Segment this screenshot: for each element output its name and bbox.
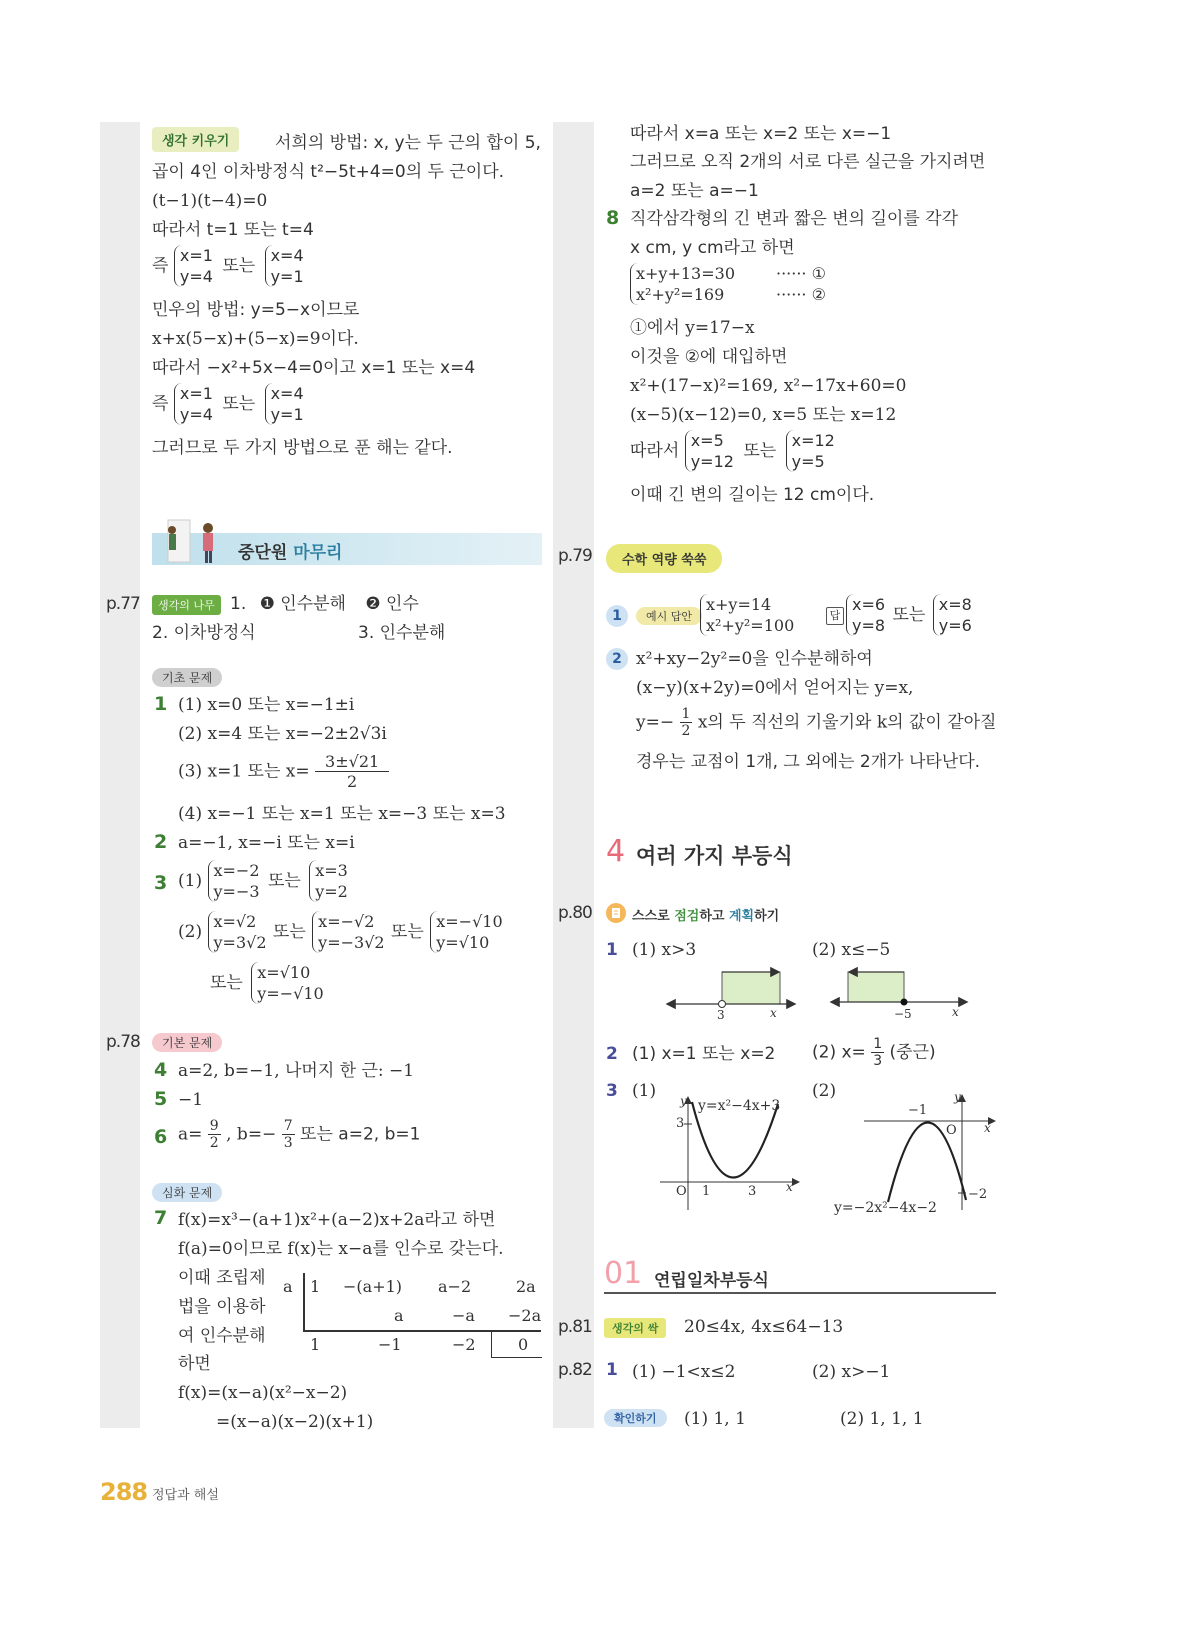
sys-eq: y=−√10 xyxy=(257,984,324,1003)
q1-part1: (1) x=0 또는 x=−1±i xyxy=(178,695,355,715)
q8-line7 xyxy=(630,430,835,472)
p80-q1-part2: (2) x≤−5 xyxy=(812,940,891,960)
synth-cell: −(a+1) xyxy=(343,1277,403,1296)
synth-cell: 0 xyxy=(518,1335,529,1354)
think-line-2: 곱이 4인 이차방정식 t²−5t+4=0의 두 근이다. xyxy=(152,162,505,182)
answer-mark-icon: 답 xyxy=(826,607,844,625)
p82-q1-part1: (1) −1<x≤2 xyxy=(632,1362,736,1382)
synthetic-division xyxy=(278,1273,548,1363)
think-line-5: 민우의 방법: y=5−x이므로 xyxy=(152,300,360,320)
g2-y-label: y xyxy=(954,1090,961,1104)
frac-den: 2 xyxy=(681,723,691,739)
q7-side-1: 이때 조립제 xyxy=(178,1268,266,1288)
q8-line6: (x−5)(x−12)=0, x=5 또는 x=12 xyxy=(630,405,897,425)
chapter-number: 4 xyxy=(606,834,626,869)
q8-line8: 이때 긴 변의 길이는 12 cm이다. xyxy=(630,485,875,505)
sys-eq: y=12 xyxy=(690,452,734,471)
self-check-label xyxy=(632,905,779,924)
sys-eq: x²+y²=100 xyxy=(706,616,795,635)
sys-prefix: 따라서 xyxy=(630,441,680,461)
synth-root: a xyxy=(283,1277,293,1296)
frac-num: 7 xyxy=(283,1118,293,1134)
sys-eq: y=4 xyxy=(179,405,213,424)
right-margin-strip xyxy=(553,122,594,1428)
sys-eq: x²+y²=169 xyxy=(636,285,725,304)
nl2-tick: −5 xyxy=(894,1007,912,1021)
p77-item3: 3. 인수분해 xyxy=(358,623,446,643)
g1-x-label: x xyxy=(786,1180,793,1194)
p77-item1-b: ❷ 인수 xyxy=(365,594,419,614)
p80-q1-part1: (1) x>3 xyxy=(632,940,697,960)
q6-a: a= xyxy=(178,1124,203,1145)
label-part: 하기 xyxy=(754,909,780,924)
sys-eq: y=5 xyxy=(791,452,825,471)
p79-a1-answer xyxy=(846,594,972,636)
sys-eq: x=8 xyxy=(938,595,972,614)
q1-part3-text: (3) x=1 또는 x= xyxy=(178,761,310,782)
sys-eq: x=√10 xyxy=(257,963,311,982)
q3-number: 3 xyxy=(154,872,168,894)
frac-num: 1 xyxy=(681,706,691,722)
think-system-1 xyxy=(152,245,304,287)
think-system-2 xyxy=(152,383,304,425)
section-title-part2: 마무리 xyxy=(293,543,343,563)
p77-item2: 2. 이차방정식 xyxy=(152,623,256,643)
label-part: 하고 xyxy=(699,909,729,924)
a2-l3-pre: y=− xyxy=(636,712,675,733)
section-number: 01 xyxy=(604,1256,643,1291)
p80-q3-part2: (2) xyxy=(812,1081,837,1101)
nl1-axis: x xyxy=(770,1006,777,1020)
page-ref-p82: p.82 xyxy=(558,1360,592,1380)
synth-cell: −2a xyxy=(508,1306,542,1325)
q6-number: 6 xyxy=(154,1126,168,1148)
section-title-part1: 중단원 xyxy=(238,543,288,563)
page-ref-p79: p.79 xyxy=(558,546,592,566)
q5-text: −1 xyxy=(178,1090,204,1110)
sys-mid: 또는 xyxy=(743,441,777,461)
sys-mid: 또는 xyxy=(210,973,243,993)
sys-eq: x=6 xyxy=(852,595,886,614)
q1-part2: (2) x=4 또는 x=−2±2√3i xyxy=(178,724,387,744)
sys-mid: 또는 xyxy=(892,605,926,625)
q7-factor-2: =(x−a)(x−2)(x+1) xyxy=(216,1412,374,1432)
sys-mid: 또는 xyxy=(222,256,256,276)
confirm-badge: 확인하기 xyxy=(604,1409,667,1427)
sys-eq: y=6 xyxy=(938,616,972,635)
q4-text: a=2, b=−1, 나머지 한 근: −1 xyxy=(178,1061,415,1081)
q6-b: , b=− xyxy=(226,1124,277,1145)
closed-point xyxy=(901,999,908,1006)
page-number: 288 xyxy=(100,1478,148,1506)
cont-line-1: 따라서 x=a 또는 x=2 또는 x=−1 xyxy=(630,124,892,144)
think-line-3: (t−1)(t−4)=0 xyxy=(152,191,268,211)
math-competency-badge: 수학 역량 쑥쑥 xyxy=(606,544,722,573)
q7-line2: f(a)=0이므로 f(x)는 x−a를 인수로 갖는다. xyxy=(178,1239,504,1259)
solution-region xyxy=(848,972,904,1002)
q7-number: 7 xyxy=(154,1207,168,1229)
sys-mid: 또는 xyxy=(222,394,256,414)
p80-q1-number: 1 xyxy=(606,940,618,960)
p77-item1-a: ❶ 인수분해 xyxy=(259,594,346,614)
q3-part1 xyxy=(178,860,348,902)
g1-equation: y=x²−4x+3 xyxy=(698,1098,781,1114)
think-line-7: 따라서 −x²+5x−4=0이고 x=1 또는 x=4 xyxy=(152,358,476,378)
q8-line3: ①에서 y=17−x xyxy=(630,318,755,338)
sys-eq: y=2 xyxy=(315,882,348,901)
q8-line4: 이것을 ②에 대입하면 xyxy=(630,347,788,367)
nl2-axis: x xyxy=(952,1005,959,1019)
sys-eq: x=4 xyxy=(270,384,304,403)
sys-eq: x=1 xyxy=(179,246,213,265)
teacher-illustration-icon xyxy=(160,518,224,568)
sprout-badge: 생각의 싹 xyxy=(604,1318,666,1338)
g2-tick-neg1: −1 xyxy=(908,1103,928,1118)
p82-q1-number: 1 xyxy=(606,1360,618,1380)
q4-number: 4 xyxy=(154,1059,168,1081)
q6-tail: 또는 a=2, b=1 xyxy=(300,1124,421,1145)
q7-side-2: 법을 이용하 xyxy=(178,1297,266,1317)
synth-cell: 1 xyxy=(310,1277,321,1296)
q3-part2 xyxy=(178,911,503,953)
frac-num: 1 xyxy=(873,1036,883,1052)
p79-a1-system xyxy=(700,594,794,636)
g2-equation: y=−2x²−4x−2 xyxy=(834,1200,937,1216)
p80-q2-part1: (1) x=1 또는 x=2 xyxy=(632,1044,776,1064)
label-part: 스스로 xyxy=(632,909,675,924)
sys-eq: y=3√2 xyxy=(213,933,267,952)
sys-tag: ······ ① xyxy=(776,264,826,283)
page-ref-p80: p.80 xyxy=(558,903,592,923)
synth-cell: 2a xyxy=(516,1277,536,1296)
sys-prefix: 즉 xyxy=(152,394,169,414)
sys-eq: y=−3√2 xyxy=(318,933,385,952)
q2-number: 2 xyxy=(154,831,168,853)
think-line-1: 서희의 방법: x, y는 두 근의 합이 5, xyxy=(275,133,541,153)
open-point xyxy=(719,1001,726,1008)
synth-cell: −a xyxy=(452,1306,475,1325)
sys-eq: x=4 xyxy=(270,246,304,265)
p79-a2-line2: (x−y)(x+2y)=0에서 얻어지는 y=x, xyxy=(636,678,914,698)
sys-eq: x=3 xyxy=(315,861,348,880)
section-title xyxy=(238,538,342,563)
solution-region xyxy=(722,972,780,1004)
g1-y-intercept: 3 xyxy=(676,1116,685,1131)
standard-problems-badge: 기본 문제 xyxy=(152,1033,222,1052)
q2-text: a=−1, x=−i 또는 x=i xyxy=(178,833,355,853)
g1-y-label: y xyxy=(680,1094,687,1108)
p79-a1-number: 1 xyxy=(606,605,628,627)
synth-cell: −2 xyxy=(452,1335,476,1354)
q8-line5: x²+(17−x)²=169, x²−17x+60=0 xyxy=(630,376,907,396)
label-part: 계획 xyxy=(728,909,755,924)
p80-q2-part2 xyxy=(812,1036,936,1069)
frac-den: 2 xyxy=(347,772,358,791)
p82-check-2: (2) 1, 1, 1 xyxy=(840,1409,924,1429)
synth-cell: a xyxy=(394,1306,404,1325)
p79-a2-line4: 경우는 교점이 1개, 그 외에는 2개가 나타난다. xyxy=(636,752,981,772)
frac-den: 3 xyxy=(283,1135,293,1151)
sys-eq: x=−2 xyxy=(213,861,260,880)
q8-line2: x cm, y cm라고 하면 xyxy=(630,238,795,258)
g1-tick-1: 1 xyxy=(702,1184,711,1199)
frac-num: 9 xyxy=(209,1118,219,1134)
sys-eq: x=−√10 xyxy=(436,912,503,931)
q1-part3 xyxy=(178,752,389,791)
left-margin-strip xyxy=(100,122,140,1428)
sys-eq: y=√10 xyxy=(436,933,490,952)
think-line-6: x+x(5−x)+(5−x)=9이다. xyxy=(152,329,359,349)
synth-cell: 1 xyxy=(310,1335,321,1354)
sys-mid: 또는 xyxy=(272,922,306,942)
page-ref-p77: p.77 xyxy=(106,594,140,614)
g2-y-neg2: −2 xyxy=(968,1187,988,1202)
q3-part3 xyxy=(210,962,324,1004)
frac-den: 2 xyxy=(209,1135,219,1151)
a2-l3-post: x의 두 직선의 기울기와 k의 값이 같아질 xyxy=(697,712,997,733)
sys-eq: x=1 xyxy=(179,384,213,403)
q7-side-4: 하면 xyxy=(178,1354,211,1374)
p81-text: 20≤4x, 4x≤64−13 xyxy=(684,1317,844,1337)
g1-tick-3: 3 xyxy=(748,1184,757,1199)
p79-a2-number: 2 xyxy=(606,648,628,670)
q1-number: 1 xyxy=(154,693,168,715)
sys-eq: x+y=14 xyxy=(706,595,772,614)
sys-eq: y=8 xyxy=(852,616,886,635)
sys-eq: y=−3 xyxy=(213,882,260,901)
cont-line-2: 그러므로 오직 2개의 서로 다른 실근을 가지려면 xyxy=(630,152,986,172)
label-part: 점검 xyxy=(674,909,700,924)
p80-q3-part1: (1) xyxy=(632,1081,657,1101)
page-ref-p78: p.78 xyxy=(106,1032,140,1052)
nl1-tick: 3 xyxy=(717,1008,725,1022)
thought-tree-badge: 생각의 나무 xyxy=(152,595,221,615)
think-more-badge: 생각 키우기 xyxy=(152,127,239,152)
footer-label: 정답과 해설 xyxy=(152,1488,219,1503)
think-line-4: 따라서 t=1 또는 t=4 xyxy=(152,220,314,240)
q7-line1: f(x)=x³−(a+1)x²+(a−2)x+2a라고 하면 xyxy=(178,1210,496,1230)
q7-side-3: 여 인수분해 xyxy=(178,1326,266,1346)
chapter-title: 여러 가지 부등식 xyxy=(636,844,793,868)
g1-origin: O xyxy=(676,1184,687,1199)
g2-x-label: x xyxy=(984,1121,991,1135)
frac-den: 3 xyxy=(873,1053,883,1069)
p79-a2-line1: x²+xy−2y²=0을 인수분해하여 xyxy=(636,649,873,669)
synth-cell: −1 xyxy=(378,1335,402,1354)
sys-eq: y=4 xyxy=(179,267,213,286)
q2-p2-pre: (2) x= xyxy=(812,1042,866,1063)
section-title-01: 연립일차부등식 xyxy=(654,1271,769,1291)
p82-check-1: (1) 1, 1 xyxy=(684,1409,746,1429)
synth-cell: a−2 xyxy=(438,1277,472,1296)
q3-p1-label: (1) xyxy=(178,871,203,891)
self-check-icon xyxy=(606,903,626,923)
sys-eq: y=1 xyxy=(270,267,304,286)
sys-eq: y=1 xyxy=(270,405,304,424)
p80-q2-number: 2 xyxy=(606,1044,618,1064)
p77-item1-num: 1. xyxy=(230,594,247,614)
sys-prefix: 즉 xyxy=(152,256,169,276)
sys-eq: x=√2 xyxy=(213,912,257,931)
cont-line-3: a=2 또는 a=−1 xyxy=(630,181,759,201)
sys-mid: 또는 xyxy=(267,871,301,891)
g2-origin: O xyxy=(946,1123,957,1138)
q1-part4: (4) x=−1 또는 x=1 또는 x=−3 또는 x=3 xyxy=(178,804,506,824)
p82-q1-part2: (2) x>−1 xyxy=(812,1362,891,1382)
section-underline xyxy=(604,1292,996,1294)
think-line-8: 그러므로 두 가지 방법으로 푼 해는 같다. xyxy=(152,438,453,458)
p80-q3-number: 3 xyxy=(606,1081,618,1101)
sys-tag: ······ ② xyxy=(776,285,826,304)
frac-num: 3±√21 xyxy=(315,752,389,772)
q8-number: 8 xyxy=(606,207,620,229)
sys-eq: x=−√2 xyxy=(318,912,375,931)
sys-eq: x=12 xyxy=(791,431,835,450)
p77-item1 xyxy=(230,594,419,614)
sys-eq: x+y+13=30 xyxy=(636,264,735,283)
sys-mid: 또는 xyxy=(390,922,424,942)
page-ref-p81: p.81 xyxy=(558,1317,592,1337)
q5-number: 5 xyxy=(154,1088,168,1110)
q2-p2-post: (중근) xyxy=(889,1042,936,1063)
p79-a2-line3 xyxy=(636,706,996,739)
basic-problems-badge: 기초 문제 xyxy=(152,668,222,687)
q6-text xyxy=(178,1118,420,1151)
q8-system xyxy=(630,263,826,305)
example-answer-badge: 예시 답안 xyxy=(636,607,702,625)
q7-factor-1: f(x)=(x−a)(x²−x−2) xyxy=(178,1383,348,1403)
q8-line1: 직각삼각형의 긴 변과 짧은 변의 길이를 각각 xyxy=(630,209,959,229)
advanced-problems-badge: 심화 문제 xyxy=(152,1183,222,1202)
q3-p2-label: (2) xyxy=(178,922,203,942)
sys-eq: x=5 xyxy=(690,431,724,450)
